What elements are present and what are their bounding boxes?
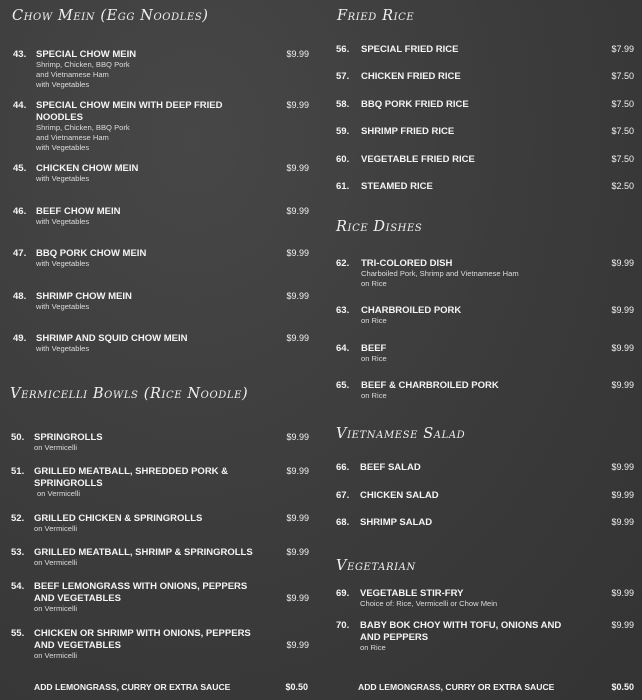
menu-item xyxy=(336,517,636,531)
item-name: CHARBROILED PORK xyxy=(361,305,462,316)
item-number: 55. xyxy=(11,628,25,639)
description-line: with Vegetables xyxy=(36,344,90,353)
item-number: 46. xyxy=(13,206,27,217)
item-number: 69. xyxy=(336,588,350,599)
description-line: on Rice xyxy=(360,643,386,652)
item-price: $9.99 xyxy=(611,343,634,353)
section-title-chow-mein: Chow Mein (Egg Noodles) xyxy=(12,8,209,24)
item-name: GRILLED MEATBALL, SHREDDED PORK & SPRINGROLLS xyxy=(34,466,229,489)
item-number: 54. xyxy=(11,581,25,592)
description-line: with Vegetables xyxy=(36,143,90,152)
menu-item xyxy=(336,588,636,612)
item-number: 47. xyxy=(13,248,27,259)
item-price: $9.99 xyxy=(286,640,309,650)
description-line: on Vermicelli xyxy=(34,443,78,452)
menu-item xyxy=(336,154,636,168)
menu-item xyxy=(11,513,311,537)
item-number: 68. xyxy=(336,517,350,528)
description-line: and Vietnamese Ham xyxy=(36,133,109,142)
item-name: SHRIMP AND SQUID CHOW MEIN xyxy=(36,333,188,344)
item-price: $9.99 xyxy=(286,513,309,523)
item-price: $9.99 xyxy=(286,432,309,442)
item-price: $9.99 xyxy=(611,462,634,472)
item-name: BABY BOK CHOY WITH TOFU, ONIONS AND AND PEPPERS xyxy=(360,620,562,643)
description-line: on Vermicelli xyxy=(34,604,78,613)
menu-item xyxy=(11,628,311,664)
item-name: GRILLED MEATBALL, SHRIMP & SPRINGROLLS xyxy=(34,547,253,558)
menu-item xyxy=(13,163,313,187)
item-name: CHICKEN CHOW MEIN xyxy=(36,163,139,174)
description-line: Shrimp, Chicken, BBQ Pork xyxy=(36,123,130,132)
item-name: BEEF SALAD xyxy=(360,462,421,473)
menu-item xyxy=(336,343,636,367)
item-description xyxy=(34,558,77,568)
item-name: BEEF CHOW MEIN xyxy=(36,206,121,217)
item-description xyxy=(36,174,89,184)
menu-item xyxy=(13,49,313,93)
item-name: SHRIMP CHOW MEIN xyxy=(36,291,132,302)
item-price: $9.99 xyxy=(286,333,309,343)
addon-label: ADD LEMONGRASS, CURRY OR EXTRA SAUCE xyxy=(358,682,555,692)
description-line: with Vegetables xyxy=(36,302,90,311)
item-price: $9.99 xyxy=(286,163,309,173)
section-title-vegetarian: Vegetarian xyxy=(336,558,416,574)
item-name: BBQ PORK CHOW MEIN xyxy=(36,248,147,259)
item-number: 59. xyxy=(336,126,350,137)
menu-item xyxy=(336,99,636,113)
item-price: $9.99 xyxy=(286,206,309,216)
description-line: with Vegetables xyxy=(36,80,90,89)
item-description xyxy=(36,259,89,269)
addon-price: $0.50 xyxy=(285,682,308,692)
item-number: 61. xyxy=(336,181,350,192)
item-name: TRI-COLORED DISH xyxy=(361,258,453,269)
menu-item xyxy=(336,181,636,195)
menu-item xyxy=(11,581,311,617)
item-price: $7.50 xyxy=(611,126,634,136)
menu-item xyxy=(336,380,636,404)
item-name: BEEF & CHARBROILED PORK xyxy=(361,380,499,391)
menu-item xyxy=(336,71,636,85)
item-price: $9.99 xyxy=(286,248,309,258)
item-name: SPRINGROLLS xyxy=(34,432,103,443)
item-number: 43. xyxy=(13,49,27,60)
item-number: 66. xyxy=(336,462,350,473)
item-description xyxy=(34,651,77,661)
item-price: $9.99 xyxy=(286,100,309,110)
item-description xyxy=(36,344,89,354)
item-number: 62. xyxy=(336,258,350,269)
section-title-fried-rice: Fried Rice xyxy=(337,8,415,24)
item-number: 49. xyxy=(13,333,27,344)
item-number: 57. xyxy=(336,71,350,82)
item-number: 51. xyxy=(11,466,25,477)
item-price: $9.99 xyxy=(611,620,634,630)
item-number: 50. xyxy=(11,432,25,443)
description-line: with Vegetables xyxy=(36,174,90,183)
item-price: $7.99 xyxy=(611,44,634,54)
menu-item xyxy=(13,333,313,357)
item-name: STEAMED RICE xyxy=(361,181,433,192)
item-number: 48. xyxy=(13,291,27,302)
item-name: VEGETABLE STIR-FRY xyxy=(360,588,464,599)
item-description xyxy=(361,354,387,364)
description-line: on Vermicelli xyxy=(34,651,78,660)
item-description xyxy=(34,604,77,614)
menu-item xyxy=(336,44,636,58)
item-number: 53. xyxy=(11,547,25,558)
item-description xyxy=(34,443,77,453)
menu-item xyxy=(336,126,636,140)
section-title-vermicelli: Vermicelli Bowls (Rice Noodle) xyxy=(10,386,249,402)
item-number: 70. xyxy=(336,620,350,631)
menu-item xyxy=(336,258,636,294)
menu-item xyxy=(13,291,313,315)
item-price: $9.99 xyxy=(286,49,309,59)
item-description xyxy=(36,123,236,153)
item-number: 63. xyxy=(336,305,350,316)
item-name: CHICKEN FRIED RICE xyxy=(361,71,461,82)
description-line: on Rice xyxy=(361,354,387,363)
item-price: $9.99 xyxy=(286,466,309,476)
item-name: SPECIAL FRIED RICE xyxy=(361,44,459,55)
section-title-vietnamese-salad: Vietnamese Salad xyxy=(336,426,466,442)
item-number: 64. xyxy=(336,343,350,354)
item-number: 60. xyxy=(336,154,350,165)
item-number: 58. xyxy=(336,99,350,110)
item-price: $2.50 xyxy=(611,181,634,191)
menu-item xyxy=(13,206,313,230)
menu-item xyxy=(13,100,313,156)
item-description xyxy=(34,524,77,534)
item-price: $9.99 xyxy=(611,490,634,500)
description-line: on Vermicelli xyxy=(34,524,78,533)
menu-item xyxy=(336,490,636,504)
description-line: on Rice xyxy=(361,279,387,288)
item-description xyxy=(37,489,80,499)
menu-item xyxy=(336,305,636,329)
menu-item xyxy=(11,547,311,571)
item-number: 56. xyxy=(336,44,350,55)
item-name: BBQ PORK FRIED RICE xyxy=(361,99,469,110)
item-price: $9.99 xyxy=(286,291,309,301)
description-line: with Vegetables xyxy=(36,259,90,268)
item-price: $9.99 xyxy=(611,305,634,315)
item-name: SHRIMP FRIED RICE xyxy=(361,126,455,137)
description-line: on Rice xyxy=(361,316,387,325)
menu-item xyxy=(11,432,311,456)
description-line: Shrimp, Chicken, BBQ Pork xyxy=(36,60,130,69)
item-price: $7.50 xyxy=(611,154,634,164)
item-name: SHRIMP SALAD xyxy=(360,517,433,528)
item-description xyxy=(361,391,387,401)
item-number: 67. xyxy=(336,490,350,501)
description-line: on Vermicelli xyxy=(37,489,81,498)
item-name: VEGETABLE FRIED RICE xyxy=(361,154,475,165)
item-name: BEEF LEMONGRASS WITH ONIONS, PEPPERS AND VEGETABLES xyxy=(34,581,248,604)
item-description xyxy=(360,599,590,609)
item-description xyxy=(361,269,591,289)
item-name: SPECIAL CHOW MEIN WITH DEEP FRIED NOODLES xyxy=(36,100,223,123)
description-line: Charboiled Pork, Shrimp and Vietnamese Ham xyxy=(361,269,519,278)
item-number: 65. xyxy=(336,380,350,391)
menu-item xyxy=(11,466,311,502)
item-price: $9.99 xyxy=(286,547,309,557)
item-price: $7.50 xyxy=(611,71,634,81)
item-name: GRILLED CHICKEN & SPRINGROLLS xyxy=(34,513,203,524)
item-description xyxy=(361,316,387,326)
item-description xyxy=(36,60,236,90)
item-price: $9.99 xyxy=(286,593,309,603)
addon-price: $0.50 xyxy=(611,682,634,692)
description-line: with Vegetables xyxy=(36,217,90,226)
item-price: $9.99 xyxy=(611,380,634,390)
addon-label: ADD LEMONGRASS, CURRY OR EXTRA SAUCE xyxy=(34,682,231,692)
description-line: Choice of: Rice, Vermicelli or Chow Mein xyxy=(360,599,498,608)
item-price: $9.99 xyxy=(611,258,634,268)
item-price: $7.50 xyxy=(611,99,634,109)
description-line: on Vermicelli xyxy=(34,558,78,567)
description-line: on Rice xyxy=(361,391,387,400)
item-number: 44. xyxy=(13,100,27,111)
menu-column-left xyxy=(0,0,320,700)
item-name: CHICKEN OR SHRIMP WITH ONIONS, PEPPERS AND VEGETABLES xyxy=(34,628,251,651)
menu-item xyxy=(336,620,636,656)
item-price: $9.99 xyxy=(611,588,634,598)
item-description xyxy=(36,302,89,312)
item-number: 52. xyxy=(11,513,25,524)
item-name: CHICKEN SALAD xyxy=(360,490,439,501)
item-name: BEEF xyxy=(361,343,387,354)
item-name: SPECIAL CHOW MEIN xyxy=(36,49,137,60)
item-description xyxy=(360,643,386,653)
item-price: $9.99 xyxy=(611,517,634,527)
item-number: 45. xyxy=(13,163,27,174)
menu-item xyxy=(13,248,313,272)
item-description xyxy=(36,217,89,227)
description-line: and Vietnamese Ham xyxy=(36,70,109,79)
section-title-rice-dishes: Rice Dishes xyxy=(336,219,423,235)
menu-item xyxy=(336,462,636,476)
menu-column-right xyxy=(322,0,642,700)
